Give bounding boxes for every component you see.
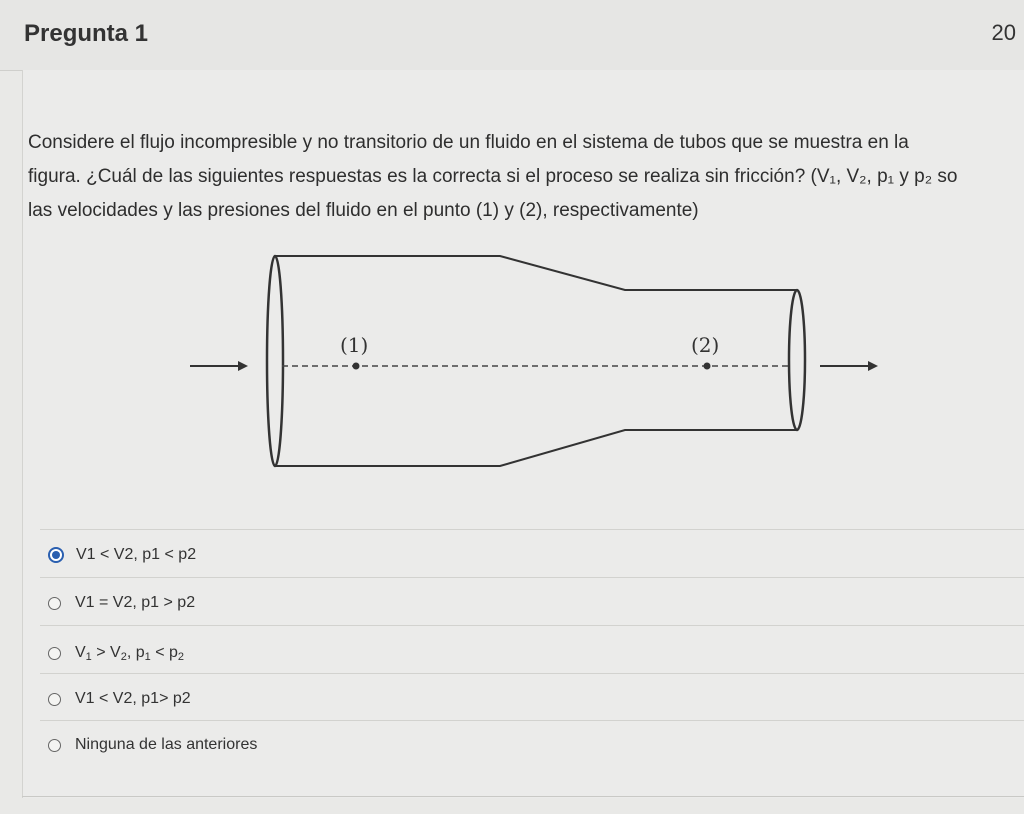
option-2[interactable] xyxy=(48,590,195,616)
option-1-label[interactable]: V1 < V2, p1 < p2 xyxy=(76,546,197,563)
point-1-label: (1) xyxy=(340,333,369,357)
question-text-line-3: las velocidades y las presiones del fluido en el punto (1) y (2), respectivamente) xyxy=(28,200,699,221)
option-1-radio[interactable] xyxy=(48,547,64,563)
pipe-outline xyxy=(275,256,797,466)
point-2-label: (2) xyxy=(691,333,720,357)
question-header xyxy=(0,0,1024,71)
option-5-label[interactable]: Ninguna de las anteriores xyxy=(75,736,258,753)
option-4-radio[interactable] xyxy=(48,693,61,706)
option-divider xyxy=(40,673,1024,674)
option-3-label[interactable]: $V_1 > V_2$, $p_1 < p_2$ xyxy=(75,643,185,663)
question-text-line-2: figura. ¿Cuál de las siguientes respuestas es la correcta si el proceso se realiza sin fricción? (V₁, V₂, p₁ y p₂ so xyxy=(28,166,958,187)
option-1[interactable] xyxy=(48,542,196,568)
pipe-diagram xyxy=(180,245,900,480)
point-1-marker xyxy=(353,363,360,370)
outlet-cross-section xyxy=(789,290,805,430)
outlet-arrow-head xyxy=(868,361,878,371)
option-3-radio[interactable] xyxy=(48,647,61,660)
option-5-radio[interactable] xyxy=(48,739,61,752)
point-2-marker xyxy=(704,363,711,370)
question-bottom-border xyxy=(22,796,1024,797)
option-divider xyxy=(40,529,1024,530)
option-5[interactable] xyxy=(48,732,257,758)
option-4[interactable] xyxy=(48,686,191,712)
option-4-label[interactable]: V1 < V2, p1> p2 xyxy=(75,690,191,707)
option-2-radio[interactable] xyxy=(48,597,61,610)
question-title: Pregunta 1 xyxy=(24,20,149,47)
question-points: 20 xyxy=(991,20,1016,45)
inlet-arrow-head xyxy=(238,361,248,371)
option-2-label[interactable]: V1 = V2, p1 > p2 xyxy=(75,594,196,611)
option-divider xyxy=(40,625,1024,626)
option-divider xyxy=(40,720,1024,721)
option-divider xyxy=(40,577,1024,578)
question-text-line-1: Considere el flujo incompresible y no transitorio de un fluido en el sistema de tubos que se muestra en la xyxy=(28,132,909,153)
question-text xyxy=(28,126,1024,228)
option-3[interactable] xyxy=(48,640,184,666)
inlet-cross-section xyxy=(267,256,283,466)
